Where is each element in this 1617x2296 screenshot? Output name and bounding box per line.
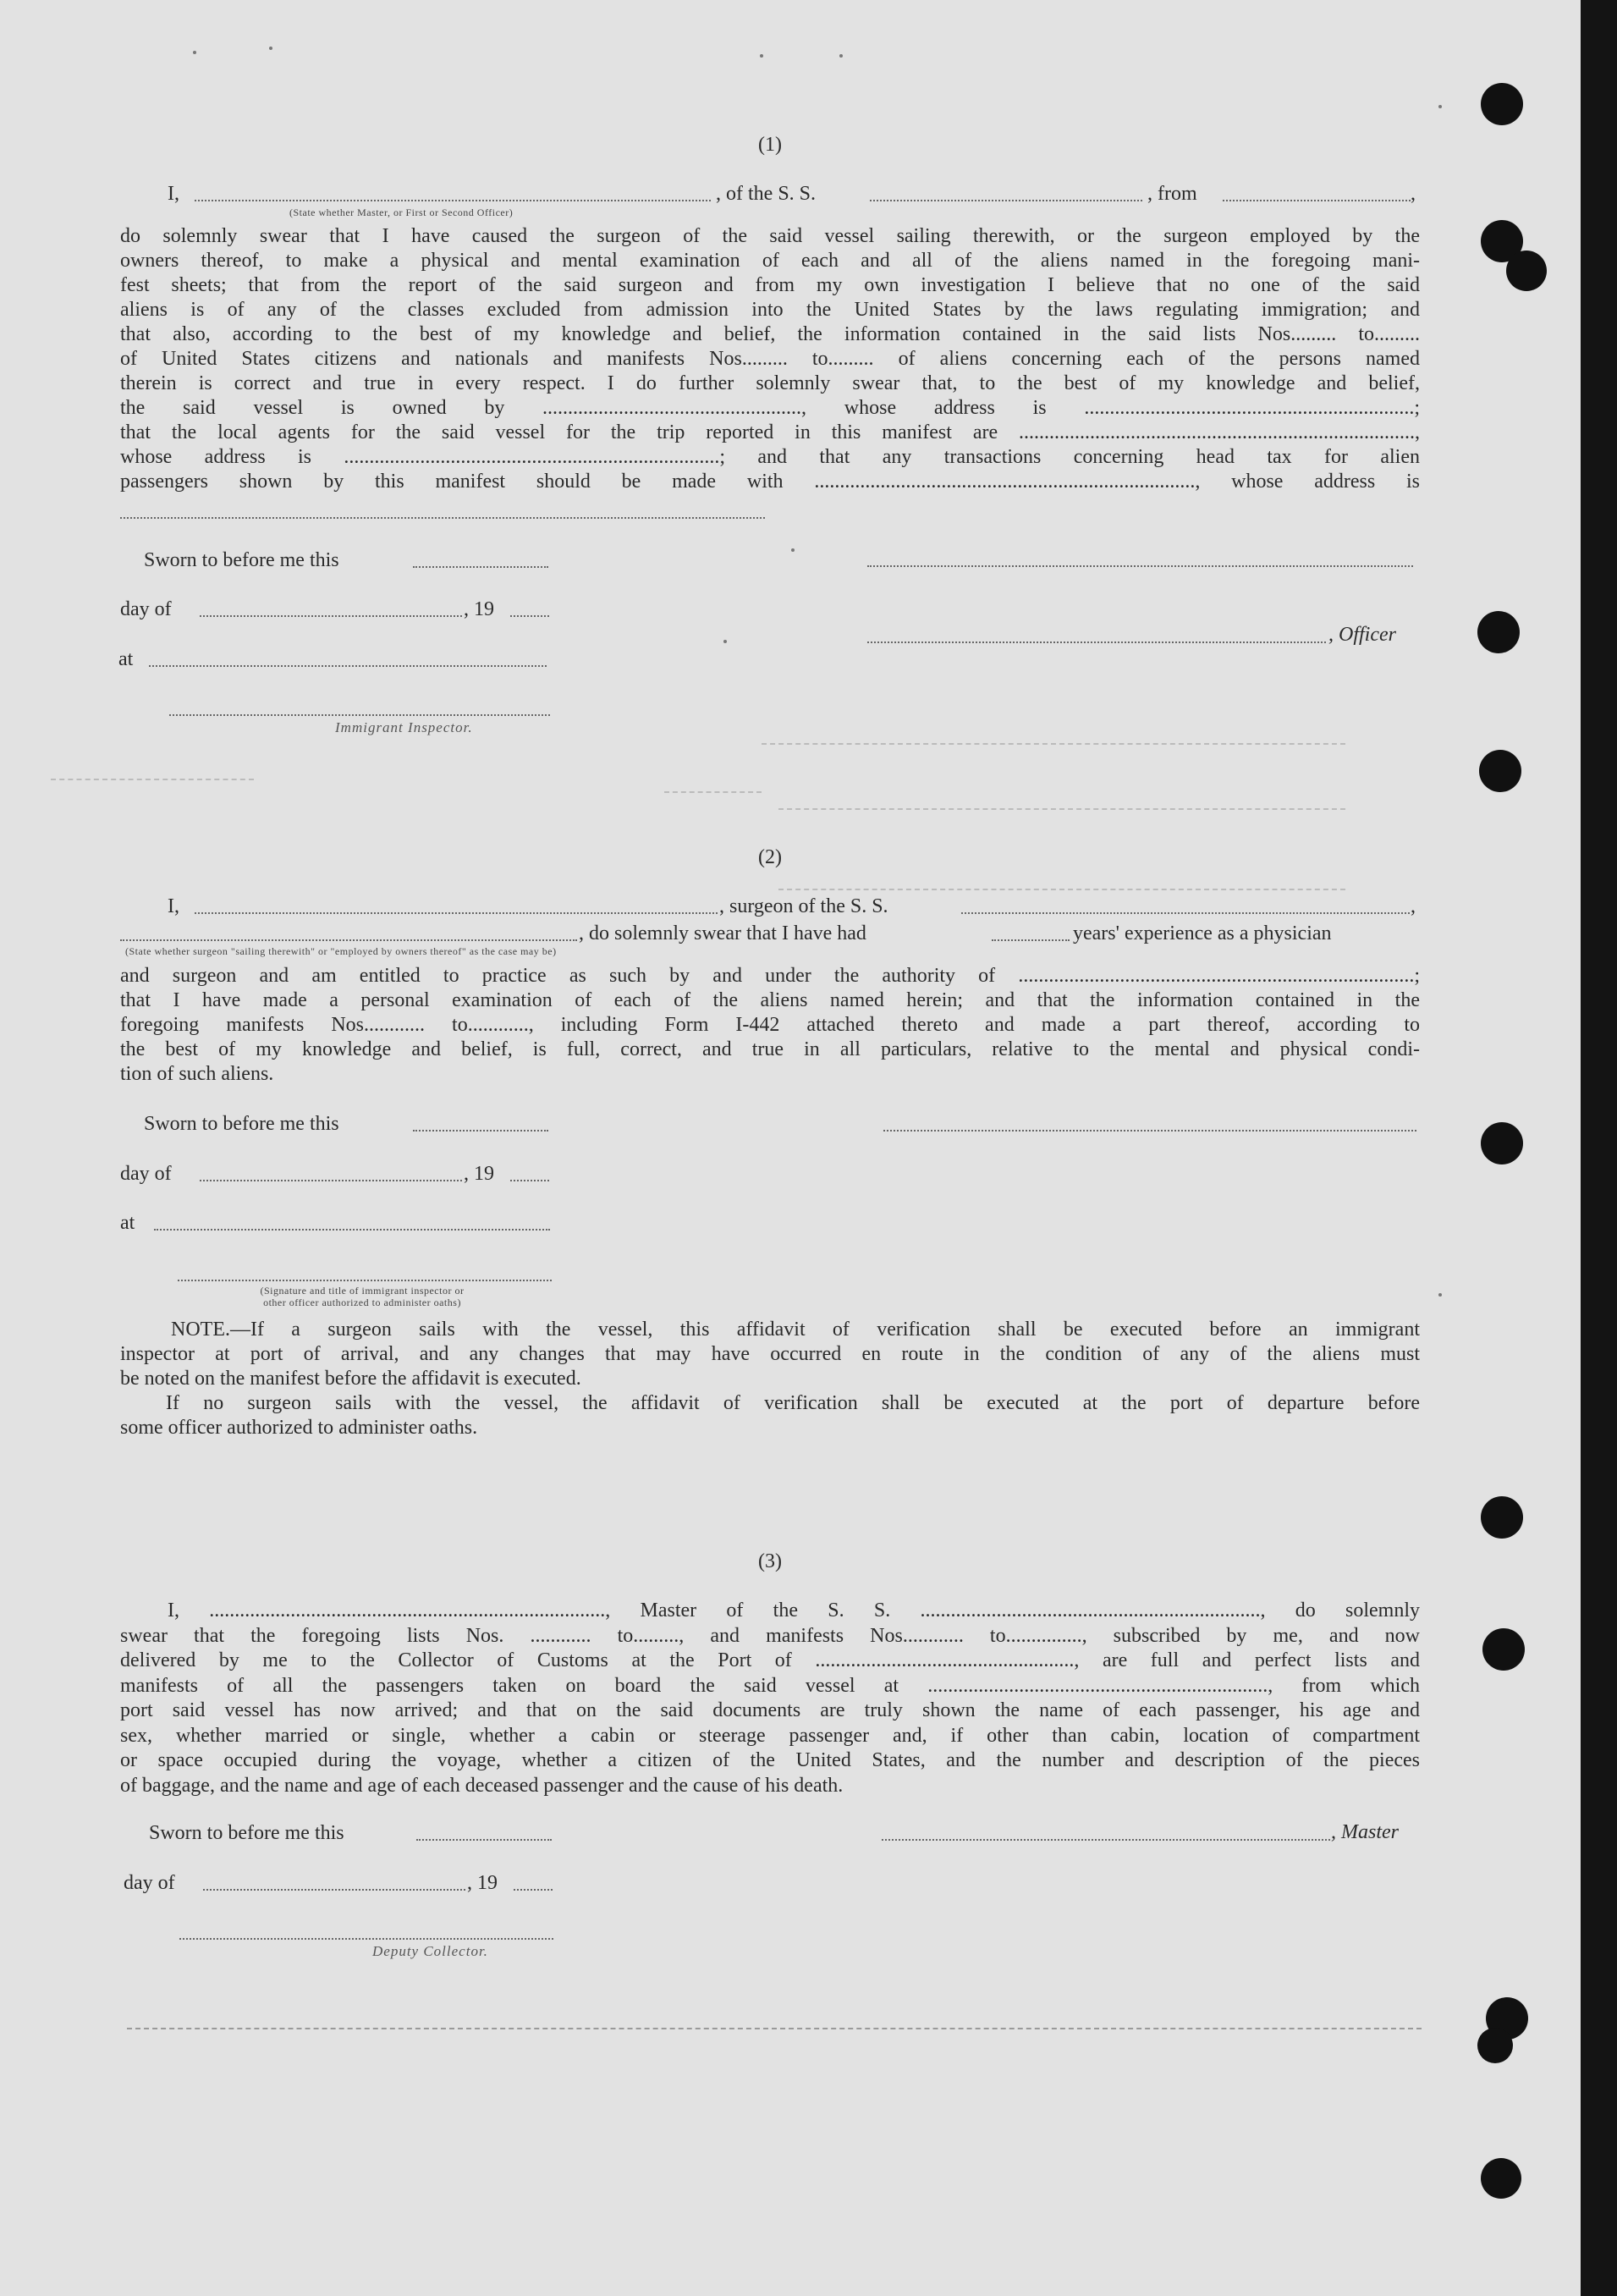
s2-vessel-field[interactable]: [961, 912, 1410, 914]
s3-master-signature-field[interactable]: [882, 1839, 1330, 1841]
s3-day-of-label: day of: [124, 1872, 175, 1894]
s2-sig-caption-1: (Signature and title of immigrant inspector or: [260, 1285, 465, 1297]
s2-note: [120, 1318, 1420, 1440]
s2-oath-body: [120, 964, 1420, 1087]
s1-agent-address-field[interactable]: [120, 517, 765, 519]
s3-collector-label: Deputy Collector.: [372, 1943, 488, 1959]
s1-inspector-label: Immigrant Inspector.: [335, 719, 473, 735]
s2-note-line: be noted on the manifest before the affidavit is executed.: [120, 1368, 581, 1390]
s1-officer-field[interactable]: [867, 641, 1326, 643]
s2-day-field[interactable]: [200, 1180, 462, 1181]
punch-hole-icon: [1477, 611, 1520, 653]
s1-inspector-signature[interactable]: [169, 714, 550, 716]
s1-sworn-label: Sworn to before me this: [144, 549, 339, 571]
s2-comma: ,: [1411, 895, 1416, 917]
s3-master-label: , Master: [1331, 1821, 1399, 1843]
s1-comma: ,: [1411, 183, 1416, 205]
s3-line: or space occupied during the voyage, whether a citizen of the United States, and the number and description of the pieces: [120, 1749, 1420, 1771]
speck: [193, 51, 196, 54]
s2-day-of-label: day of: [120, 1163, 172, 1185]
s3-sworn-date-field[interactable]: [416, 1839, 552, 1841]
bleed-line: [51, 779, 254, 780]
section-1-number: (1): [758, 134, 782, 156]
s2-status-caption: (State whether surgeon "sailing therewith" or "employed by owners thereof" as the case may be): [125, 945, 557, 957]
punch-hole-icon: [1506, 251, 1547, 291]
section-3-number: (3): [758, 1550, 782, 1572]
s3-sworn-label: Sworn to before me this: [149, 1822, 344, 1844]
s3-year-field[interactable]: [514, 1889, 553, 1891]
s1-rank-field[interactable]: [195, 200, 711, 201]
s1-at-label: at: [118, 648, 134, 670]
s2-line: and surgeon and am entitled to practice as such by and under the authority of ..............................................................................;: [120, 965, 1420, 987]
punch-hole-icon: [1481, 1122, 1523, 1165]
s3-line: sex, whether married or single, whether a cabin or steerage passenger and, if other than cabin, location of compartment: [120, 1724, 1420, 1747]
s2-note-line: NOTE.—If a surgeon sails with the vessel, this affidavit of verification shall be executed before an immigrant: [171, 1319, 1420, 1341]
bleed-line: [762, 743, 1345, 745]
s3-line: delivered by me to the Collector of Customs at the Port of ..................................................., are full and perfect lists and: [120, 1649, 1420, 1671]
s1-line: that the local agents for the said vessel for the trip reported in this manifest are ..............................................................................,: [120, 421, 1420, 443]
s1-year-field[interactable]: [510, 615, 549, 617]
s1-signature-field[interactable]: [867, 565, 1413, 567]
s2-signature-field[interactable]: [883, 1130, 1416, 1131]
speck: [760, 54, 763, 58]
s1-line: passengers shown by this manifest should be made with ..........................................................................., whose address is: [120, 471, 1420, 493]
s2-note-line: inspector at port of arrival, and any changes that may have occurred en route in the condition of any of the aliens must: [120, 1343, 1420, 1365]
s3-line: swear that the foregoing lists Nos. ............ to........., and manifests Nos............ to..............., subscribed by me, and now: [120, 1624, 1420, 1647]
s1-rank-caption: (State whether Master, or First or Second Officer): [289, 206, 514, 218]
speck: [269, 47, 272, 50]
s1-vessel-field[interactable]: [870, 200, 1142, 201]
s2-status-field[interactable]: [120, 939, 577, 941]
s1-of-ss-label: , of the S. S.: [716, 183, 817, 205]
s1-line: whose address is ..........................................................................; and that any transactions concerning head tax for alien: [120, 446, 1420, 468]
s2-sig-caption-2: other officer authorized to administer oaths): [263, 1297, 461, 1308]
s1-line: owners thereof, to make a physical and mental examination of each and all of the aliens named in the foregoing mani-: [120, 250, 1420, 272]
s2-line: the best of my knowledge and belief, is full, correct, and true in all particulars, relative to the mental and physical condi-: [120, 1038, 1420, 1060]
s2-line: tion of such aliens.: [120, 1063, 274, 1085]
bottom-rule: [127, 2028, 1422, 2029]
s1-oath-prefix: I,: [168, 183, 179, 205]
s1-line: the said vessel is owned by ..................................................., whose address is .................................................................;: [120, 397, 1420, 419]
punch-hole-icon: [1481, 1496, 1523, 1539]
s3-line: I, .............................................................................., Master of the S. S. ..................................................................., do solemnly: [168, 1599, 1420, 1622]
s2-at-field[interactable]: [154, 1229, 550, 1231]
s2-oath-prefix: I,: [168, 895, 179, 917]
punch-hole-icon: [1482, 1628, 1525, 1671]
section-2-number: (2): [758, 846, 782, 868]
bleed-line: [664, 791, 762, 793]
speck: [839, 54, 843, 58]
punch-hole-icon: [1477, 2028, 1513, 2063]
speck: [1438, 105, 1442, 108]
s3-line: port said vessel has now arrived; and that on the said documents are truly shown the name of each passenger, his age and: [120, 1699, 1420, 1721]
bleed-line: [778, 808, 1345, 810]
s3-day-field[interactable]: [203, 1889, 465, 1891]
s2-years-label: years' experience as a physician: [1073, 922, 1332, 944]
s1-oath-body: [120, 224, 1420, 494]
s3-collector-signature[interactable]: [179, 1938, 553, 1940]
s1-sworn-date-field[interactable]: [413, 566, 548, 568]
s2-note-line: If no surgeon sails with the vessel, the affidavit of verification shall be executed at the port of departure before: [166, 1392, 1420, 1414]
punch-hole-icon: [1481, 83, 1523, 125]
speck: [723, 640, 727, 643]
s1-from-field[interactable]: [1223, 200, 1411, 201]
speck: [791, 548, 795, 552]
s1-line: that also, according to the best of my knowledge and belief, the information contained in the said lists Nos......... to.........: [120, 323, 1420, 345]
s2-sworn-label: Sworn to before me this: [144, 1113, 339, 1135]
bleed-line: [778, 889, 1345, 890]
s1-line: do solemnly swear that I have caused the surgeon of the said vessel sailing therewith, or the surgeon employed by the: [120, 225, 1420, 247]
punch-hole-icon: [1479, 750, 1521, 792]
s2-surgeon-name-field[interactable]: [195, 912, 718, 914]
punch-hole-icon: [1481, 2158, 1521, 2199]
s3-line: of baggage, and the name and age of each deceased passenger and the cause of his death.: [120, 1774, 844, 1797]
s3-line: manifests of all the passengers taken on board the said vessel at ..................................................................., from which: [120, 1674, 1420, 1697]
s1-day-field[interactable]: [200, 615, 462, 617]
s2-note-line: some officer authorized to administer oaths.: [120, 1417, 478, 1439]
s1-at-field[interactable]: [149, 665, 547, 667]
s2-surgeon-label: , surgeon of the S. S.: [719, 895, 888, 917]
s2-year-field[interactable]: [510, 1180, 549, 1181]
s1-line: of United States citizens and nationals and manifests Nos......... to......... of aliens concerning each of the persons named: [120, 348, 1420, 370]
s1-officer-label: , Officer: [1328, 624, 1396, 646]
speck: [1438, 1293, 1442, 1297]
s2-years-field[interactable]: [992, 939, 1070, 941]
s2-line: foregoing manifests Nos............ to............, including Form I-442 attached thereto and made a part thereof, according to: [120, 1014, 1420, 1036]
s2-sworn-date-field[interactable]: [413, 1130, 548, 1131]
s1-year-label: , 19: [464, 598, 494, 620]
s1-from-label: , from: [1147, 183, 1197, 205]
s2-line: that I have made a personal examination of each of the aliens named herein; and that the information contained in the: [120, 989, 1420, 1011]
s3-oath-body: [120, 1599, 1420, 1798]
s2-year-label: , 19: [464, 1163, 494, 1185]
s2-inspector-signature[interactable]: [178, 1280, 552, 1281]
s2-at-label: at: [120, 1212, 135, 1234]
s2-swear-label: , do solemnly swear that I have had: [579, 922, 866, 944]
s1-line: therein is correct and true in every respect. I do further solemnly swear that, to the best of my knowledge and belief,: [120, 372, 1420, 394]
s1-line: fest sheets; that from the report of the said surgeon and from my own investigation I believe that no one of the said: [120, 274, 1420, 296]
s3-year-label: , 19: [467, 1872, 498, 1894]
s1-day-of-label: day of: [120, 598, 172, 620]
s1-line: aliens is of any of the classes excluded from admission into the United States by the laws regulating immigration; and: [120, 299, 1420, 321]
